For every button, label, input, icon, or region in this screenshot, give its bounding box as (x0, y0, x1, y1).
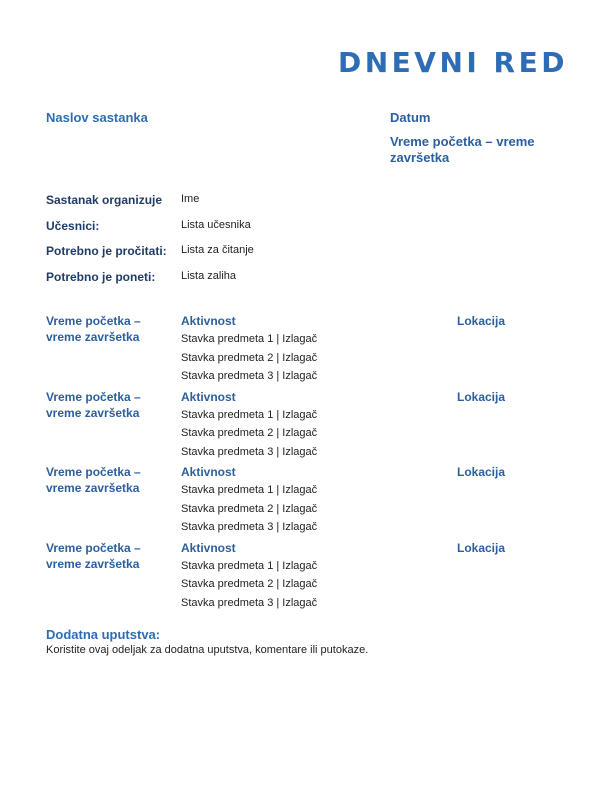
info-value: Ime (181, 193, 200, 205)
session-time: Vreme početka – vreme završetka (46, 314, 141, 344)
session-activity: Aktivnost (181, 540, 236, 555)
info-row-attendees (46, 219, 566, 245)
session-time: Vreme početka – vreme završetka (46, 465, 141, 495)
list-item: Stavka predmeta 1 | Izlagač (181, 484, 318, 496)
session-items (181, 406, 317, 462)
info-label: Potrebno je poneti: (46, 269, 156, 284)
agenda-sessions (46, 313, 576, 615)
list-item: Stavka predmeta 3 | Izlagač (181, 370, 318, 382)
meeting-info (46, 193, 566, 295)
agenda-session (46, 313, 576, 389)
info-label: Sastanak organizuje (46, 193, 163, 207)
session-time: Vreme početka – vreme završetka (46, 540, 141, 571)
list-item: Stavka predmeta 2 | Izlagač (181, 427, 318, 439)
notes-text: Koristite ovaj odeljak za dodatna uputstva, komentare ili putokaze. (46, 644, 369, 656)
info-value: Lista za čitanje (181, 244, 254, 256)
meeting-time: Vreme početka – vreme završetka (390, 134, 535, 165)
list-item: Stavka predmeta 1 | Izlagač (181, 559, 318, 572)
session-items (181, 481, 317, 537)
list-item: Stavka predmeta 2 | Izlagač (181, 502, 318, 515)
agenda-session (46, 389, 576, 465)
list-item: Stavka predmeta 1 | Izlagač (181, 333, 318, 345)
session-location: Lokacija (457, 540, 506, 555)
session-items (181, 330, 317, 386)
info-row-supplies (46, 270, 566, 296)
session-time: Vreme početka – vreme završetka (46, 389, 141, 420)
list-item: Stavka predmeta 2 | Izlagač (181, 351, 318, 364)
info-row-organizer (46, 193, 566, 219)
list-item: Stavka predmeta 2 | Izlagač (181, 578, 318, 590)
meeting-date: Datum (390, 110, 431, 125)
list-item: Stavka predmeta 3 | Izlagač (181, 521, 318, 533)
agenda-session (46, 540, 576, 616)
session-activity: Aktivnost (181, 314, 236, 328)
notes-heading: Dodatna uputstva: (46, 627, 161, 642)
info-row-reading (46, 244, 566, 270)
list-item: Stavka predmeta 1 | Izlagač (181, 408, 318, 421)
session-activity: Aktivnost (181, 389, 236, 404)
info-label: Učesnici: (46, 218, 100, 233)
session-items (181, 557, 317, 613)
document-title: DNEVNI RED (337, 46, 568, 79)
session-location: Lokacija (457, 465, 506, 479)
session-location: Lokacija (457, 389, 506, 404)
info-label: Potrebno je pročitati: (46, 244, 167, 258)
session-location: Lokacija (457, 314, 506, 328)
list-item: Stavka predmeta 3 | Izlagač (181, 596, 318, 609)
info-value: Lista zaliha (181, 269, 237, 282)
agenda-session (46, 464, 576, 540)
session-activity: Aktivnost (181, 465, 236, 479)
meeting-name: Naslov sastanka (46, 110, 148, 125)
list-item: Stavka predmeta 3 | Izlagač (181, 445, 318, 458)
info-value: Lista učesnika (181, 218, 251, 231)
